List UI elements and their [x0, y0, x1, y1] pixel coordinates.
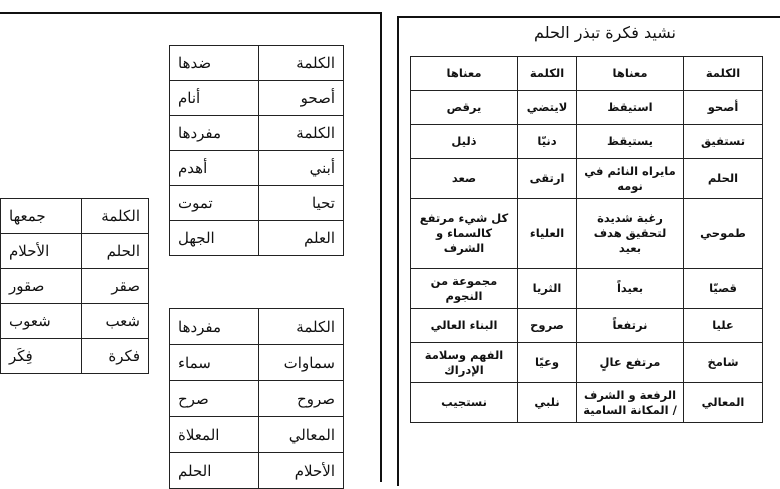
cell-word: العلياء — [518, 199, 577, 269]
cell-singular: سماء — [170, 345, 259, 381]
cell-word: صروح — [518, 309, 577, 343]
cell-word: الحلم — [684, 159, 763, 199]
singulars-table — [169, 308, 344, 489]
cell-word: صروح — [259, 381, 344, 417]
table-row — [170, 81, 344, 116]
cell-meaning: يرقص — [411, 91, 518, 125]
cell-word: الحلم — [82, 234, 149, 269]
cell-other: الجهل — [170, 221, 259, 256]
table-row — [411, 159, 763, 199]
cell-word: دنيّا — [518, 125, 577, 159]
cell-word: شامخ — [684, 343, 763, 383]
header-singular: مفردها — [170, 116, 259, 151]
plurals-table — [0, 198, 149, 374]
cell-meaning: مايراه النائم في نومه — [577, 159, 684, 199]
antonyms-table — [169, 45, 344, 256]
cell-meaning: بعيداً — [577, 269, 684, 309]
cell-word: سماوات — [259, 345, 344, 381]
cell-word: المعالي — [684, 383, 763, 423]
cell-plural: فِكَر — [1, 339, 82, 374]
cell-antonym: أنام — [170, 81, 259, 116]
cell-word: صقر — [82, 269, 149, 304]
cell-word: عليا — [684, 309, 763, 343]
cell-word: أصحو — [259, 81, 344, 116]
table-row — [170, 221, 344, 256]
cell-meaning: نستجيب — [411, 383, 518, 423]
cell-word: وعيًا — [518, 343, 577, 383]
table-row — [170, 345, 344, 381]
table-row — [170, 151, 344, 186]
header-word: الكلمة — [259, 116, 344, 151]
cell-word: تحيا — [259, 186, 344, 221]
table-row — [411, 269, 763, 309]
cell-meaning: صعد — [411, 159, 518, 199]
header-meaning: معناها — [577, 57, 684, 91]
header-plural: جمعها — [1, 199, 82, 234]
cell-word: شعب — [82, 304, 149, 339]
cell-other: أهدم — [170, 151, 259, 186]
cell-meaning: ذليل — [411, 125, 518, 159]
table-row — [1, 269, 149, 304]
table-row — [170, 309, 344, 345]
cell-meaning: يستيقظ — [577, 125, 684, 159]
cell-word: العلم — [259, 221, 344, 256]
table-row — [411, 343, 763, 383]
cell-meaning: رغبة شديدة لتحقيق هدف بعيد — [577, 199, 684, 269]
cell-word: ارتقى — [518, 159, 577, 199]
cell-word: لايتضي — [518, 91, 577, 125]
cell-meaning: الفهم وسلامة الإدراك — [411, 343, 518, 383]
header-word: الكلمة — [684, 57, 763, 91]
song-title: نشيد فكرة تبذر الحلم — [534, 23, 676, 42]
table-row — [411, 309, 763, 343]
table-row — [170, 186, 344, 221]
cell-word: الأحلام — [259, 453, 344, 489]
table-row — [411, 91, 763, 125]
cell-word: أصحو — [684, 91, 763, 125]
cell-word: تستفيق — [684, 125, 763, 159]
cell-word: نلبي — [518, 383, 577, 423]
cell-meaning: نرتفعاً — [577, 309, 684, 343]
table-row — [1, 199, 149, 234]
table-row — [411, 383, 763, 423]
cell-word: الثريا — [518, 269, 577, 309]
header-singular: مفردها — [170, 309, 259, 345]
table-row — [170, 453, 344, 489]
header-word: الكلمة — [259, 46, 344, 81]
header-meaning: معناها — [411, 57, 518, 91]
cell-singular: الحلم — [170, 453, 259, 489]
cell-word: أبني — [259, 151, 344, 186]
cell-word: طموحي — [684, 199, 763, 269]
song-vocabulary-table — [410, 56, 763, 423]
table-row — [411, 199, 763, 269]
table-row — [170, 46, 344, 81]
cell-other: تموت — [170, 186, 259, 221]
cell-meaning: مجموعة من النجوم — [411, 269, 518, 309]
cell-word: قصيّا — [684, 269, 763, 309]
table-row — [170, 417, 344, 453]
table-row — [411, 125, 763, 159]
cell-word: فكرة — [82, 339, 149, 374]
cell-plural: الأحلام — [1, 234, 82, 269]
cell-meaning: استيقظ — [577, 91, 684, 125]
table-row — [411, 57, 763, 91]
header-word: الكلمة — [82, 199, 149, 234]
cell-word: المعالي — [259, 417, 344, 453]
cell-singular: صرح — [170, 381, 259, 417]
table-row — [170, 381, 344, 417]
cell-singular: المعلاة — [170, 417, 259, 453]
header-word: الكلمة — [518, 57, 577, 91]
table-row — [1, 339, 149, 374]
table-row — [170, 116, 344, 151]
table-row — [1, 234, 149, 269]
cell-plural: شعوب — [1, 304, 82, 339]
header-antonym: ضدها — [170, 46, 259, 81]
cell-meaning: البناء العالي — [411, 309, 518, 343]
cell-meaning: مرتفع عالٍ — [577, 343, 684, 383]
header-word: الكلمة — [259, 309, 344, 345]
table-row — [1, 304, 149, 339]
cell-meaning: الرفعة و الشرف / المكانة السامية — [577, 383, 684, 423]
cell-plural: صقور — [1, 269, 82, 304]
cell-meaning: كل شيء مرتفع كالسماء و الشرف — [411, 199, 518, 269]
